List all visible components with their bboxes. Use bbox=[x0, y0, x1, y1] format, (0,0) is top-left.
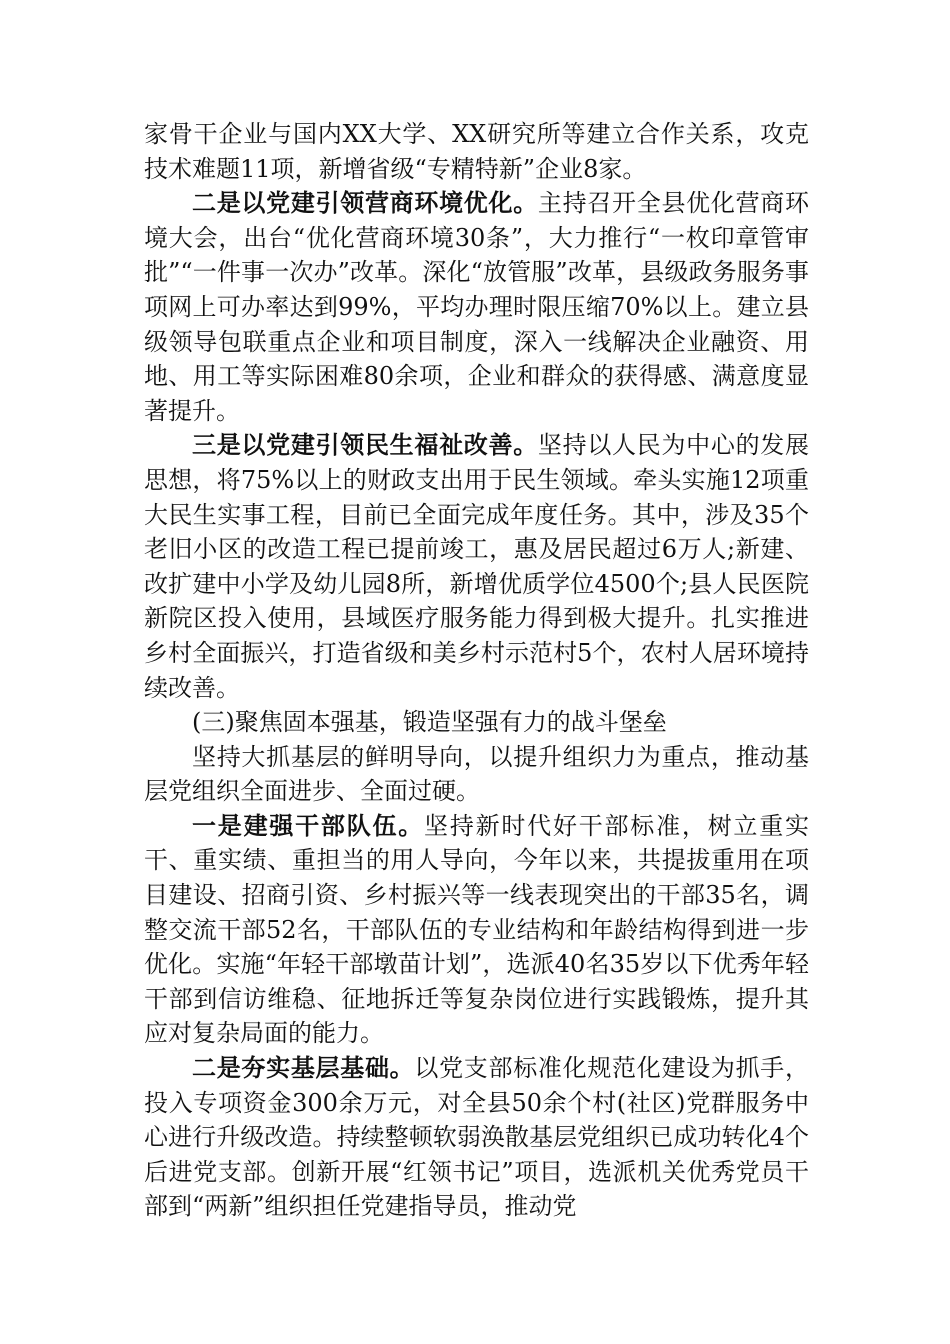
paragraph-2 bbox=[144, 186, 809, 428]
paragraph-2-lead: 二是以党建引领营商环境优化。 bbox=[192, 189, 538, 218]
paragraph-3-lead: 三是以党建引领民生福祉改善。 bbox=[192, 431, 538, 460]
paragraph-6 bbox=[144, 809, 809, 1051]
document-body bbox=[144, 117, 809, 1224]
paragraph-2-text: 主持召开全县优化营商环境大会，出台“优化营商环境30条”，大力推行“一枚印章管审批”“一件事一次办”改革。深化“放管服”改革，县级政务服务事项网上可办率达到99%，平均办理时限压缩70%以上。建立县级领导包联重点企业和项目制度，深入一线解决企业融资、用地、用工等实际困难80余项，企业和群众的获得感、满意度显著提升。 bbox=[144, 189, 810, 425]
paragraph-1 bbox=[144, 117, 809, 186]
paragraph-7-lead: 二是夯实基层基础。 bbox=[192, 1054, 415, 1083]
paragraph-6-text: 坚持新时代好干部标准，树立重实干、重实绩、重担当的用人导向，今年以来，共提拔重用在项目建设、招商引资、乡村振兴等一线表现突出的干部35名，调整交流干部52名，干部队伍的专业结构和年龄结构得到进一步优化。实施“年轻干部墩苗计划”，选派40名35岁以下优秀年轻干部到信访维稳、征地拆迁等复杂岗位进行实践锻炼，提升其应对复杂局面的能力。 bbox=[144, 811, 810, 1048]
section-heading-text: (三)聚焦固本强基，锻造坚强有力的战斗堡垒 bbox=[192, 708, 667, 737]
paragraph-7-text: 以党支部标准化规范化建设为抓手，投入专项资金300余万元，对全县50余个村(社区)党群服务中心进行升级改造。持续整顿软弱涣散基层党组织已成功转化4个后进党支部。创新开展“红领书记”项目，选派机关优秀党员干部到“两新”组织担任党建指导员，推动党 bbox=[144, 1054, 809, 1221]
paragraph-6-lead: 一是建强干部队伍。 bbox=[192, 811, 425, 840]
paragraph-3-text: 坚持以人民为中心的发展思想，将75%以上的财政支出用于民生领域。牵头实施12项重大民生实事工程，目前已全面完成年度任务。其中，涉及35个老旧小区的改造工程已提前竣工，惠及居民超过6万人;新建、改扩建中小学及幼儿园8所，新增优质学位4500个;县人民医院新院区投入使用，县域医疗服务能力得到极大提升。扎实推进乡村全面振兴，打造省级和美乡村示范村5个，农村人居环境持续改善。 bbox=[144, 431, 810, 702]
paragraph-1-text: 家骨干企业与国内XX大学、XX研究所等建立合作关系，攻克技术难题11项，新增省级“专精特新”企业8家。 bbox=[144, 120, 809, 183]
paragraph-3 bbox=[144, 428, 809, 705]
paragraph-5-text: 坚持大抓基层的鲜明导向，以提升组织力为重点，推动基层党组织全面进步、全面过硬。 bbox=[144, 742, 809, 806]
paragraph-7 bbox=[144, 1051, 809, 1224]
section-heading bbox=[144, 705, 809, 740]
paragraph-5 bbox=[144, 740, 809, 809]
